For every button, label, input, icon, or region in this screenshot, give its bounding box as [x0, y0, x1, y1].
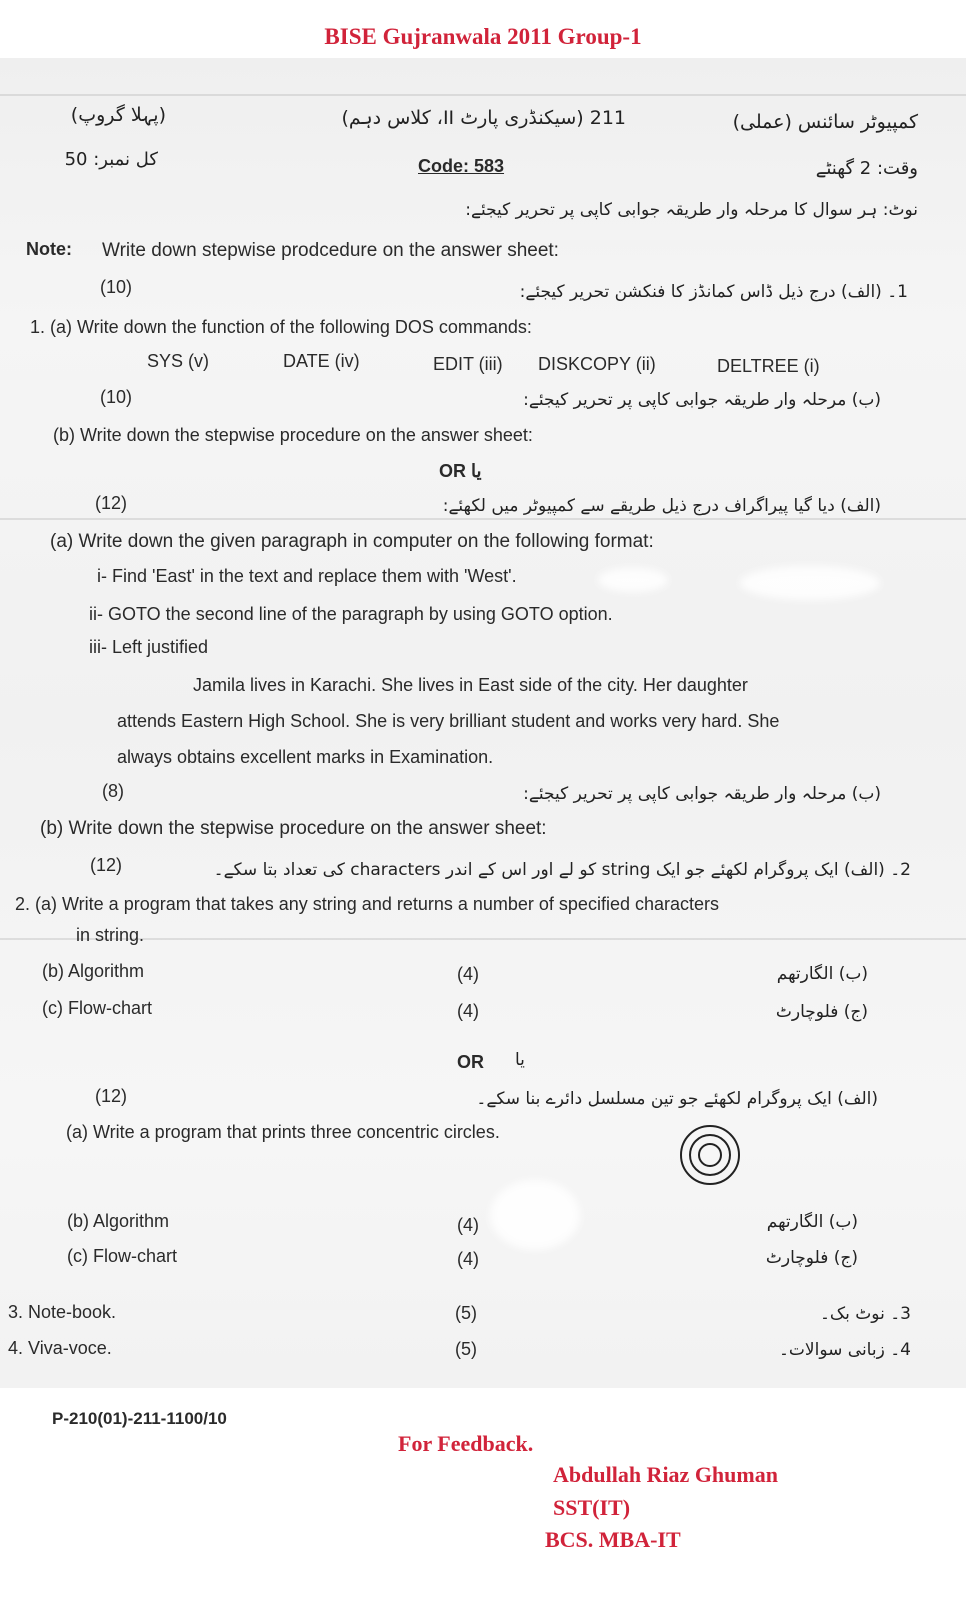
cmd-sys: SYS (v)	[147, 351, 210, 371]
print-code: P-210(01)-211-1100/10	[52, 1409, 227, 1428]
or-divider-1: OR یا	[439, 461, 482, 481]
feedback-label: For Feedback.	[398, 1431, 534, 1456]
q2a-text-2: in string.	[76, 925, 145, 945]
note-text: Write down stepwise prodcedure on the answer sheet:	[102, 240, 559, 261]
q1c-marks: (12)	[95, 493, 128, 513]
cmd-edit: EDIT (iii)	[433, 354, 503, 374]
q3-text: 3. Note-book.	[8, 1302, 117, 1322]
step-2: ii- GOTO the second line of the paragraph by using GOTO option.	[89, 604, 613, 624]
q2b-flowchart: (c) Flow-chart	[67, 1246, 178, 1266]
subject-urdu: کمپیوٹر سائنس (عملی)	[732, 111, 918, 133]
q2b-marks: (12)	[95, 1086, 128, 1106]
smudge-mark	[598, 568, 668, 592]
q2b-flowchart-marks: (4)	[457, 1249, 479, 1269]
paragraph-line-1: Jamila lives in Karachi. She lives in East side of the city. Her daughter	[193, 675, 748, 695]
q1d-marks: (8)	[102, 781, 124, 801]
or-divider-2-urdu: یا	[515, 1050, 525, 1070]
note-label: Note:	[26, 239, 72, 259]
q2b-algorithm-urdu: (ب) الگارتھم	[766, 1212, 858, 1232]
q1a-marks: (10)	[100, 277, 133, 297]
q4-urdu: 4۔ زبانی سوالات۔	[778, 1340, 911, 1360]
q2-algorithm-urdu: (ب) الگارتھم	[776, 964, 868, 984]
q4-text: 4. Viva-voce.	[8, 1338, 112, 1358]
q1b-marks: (10)	[100, 387, 133, 407]
q2a-marks: (12)	[90, 855, 123, 875]
author-title-2: BCS. MBA-IT	[545, 1527, 681, 1552]
time-urdu: وقت: 2 گھنٹے	[815, 158, 918, 179]
q2b-algorithm-marks: (4)	[457, 1215, 479, 1235]
q1a-urdu: 1۔ (الف) درج ذیل ڈاس کمانڈز کا فنکشن تحریر کیجئے:	[519, 282, 908, 302]
cmd-deltree: DELTREE (i)	[717, 356, 820, 376]
step-1: i- Find 'East' in the text and replace them with 'West'.	[97, 566, 517, 586]
q2-flowchart: (c) Flow-chart	[42, 998, 153, 1018]
author-title-1: SST(IT)	[553, 1495, 631, 1520]
q2-algorithm: (b) Algorithm	[42, 961, 145, 981]
total-marks: کل نمبر: 50	[64, 149, 158, 170]
q2b-text: (a) Write a program that prints three concentric circles.	[66, 1122, 500, 1142]
q1a-text: 1. (a) Write down the function of the following DOS commands:	[30, 317, 532, 337]
q1c-urdu: (الف) دیا گیا پیراگراف درج ذیل طریقے سے کمپیوٹر میں لکھئے:	[442, 496, 881, 516]
q2a-text-1: 2. (a) Write a program that takes any string and returns a number of specified characters	[15, 894, 719, 914]
q1c-text: (a) Write down the given paragraph in computer on the following format:	[50, 531, 654, 552]
paper-code: Code: 583	[418, 156, 505, 176]
q2-flowchart-marks: (4)	[457, 1001, 479, 1021]
smudge-mark	[490, 1180, 580, 1250]
paragraph-line-3: always obtains excellent marks in Examination.	[117, 747, 494, 767]
q1d-text: (b) Write down the stepwise procedure on the answer sheet:	[40, 818, 547, 839]
q3-urdu: 3۔ نوٹ بک۔	[819, 1304, 911, 1324]
q2-algorithm-marks: (4)	[457, 964, 479, 984]
part-urdu: 211 (سیکنڈری پارٹ II، کلاس دہم)	[341, 107, 626, 129]
cmd-date: DATE (iv)	[283, 351, 360, 371]
q2a-urdu: 2۔ (الف) ایک پروگرام لکھئے جو ایک string کو لے اور اس کے اندر characters کی تعداد بتا سکے۔	[213, 860, 911, 880]
or-divider-2: OR	[457, 1052, 484, 1072]
document-title: BISE Gujranwala 2011 Group-1	[324, 24, 642, 49]
q1b-text: (b) Write down the stepwise procedure on the answer sheet:	[53, 425, 533, 445]
group-urdu: (پہلا گروپ)	[70, 104, 166, 126]
smudge-mark	[740, 566, 880, 600]
concentric-circles-figure	[678, 1123, 742, 1187]
q2b-flowchart-urdu: (ج) فلوچارٹ	[765, 1248, 858, 1268]
q1b-urdu: (ب) مرحلہ وار طریقہ جوابی کاپی پر تحریر کیجئے:	[523, 390, 881, 410]
q4-marks: (5)	[455, 1339, 477, 1359]
q2b-urdu: (الف) ایک پروگرام لکھئے جو تین مسلسل دائرے بنا سکے۔	[476, 1089, 878, 1109]
note-urdu: نوٹ: ہر سوال کا مرحلہ وار طریقہ جوابی کاپی پر تحریر کیجئے:	[465, 200, 918, 220]
q1d-urdu: (ب) مرحلہ وار طریقہ جوابی کاپی پر تحریر کیجئے:	[523, 784, 881, 804]
author-name: Abdullah Riaz Ghuman	[553, 1462, 778, 1487]
q2-flowchart-urdu: (ج) فلوچارٹ	[775, 1002, 868, 1022]
step-3: iii- Left justified	[89, 637, 209, 657]
q3-marks: (5)	[455, 1303, 477, 1323]
cmd-diskcopy: DISKCOPY (ii)	[538, 354, 656, 374]
q2b-algorithm: (b) Algorithm	[67, 1211, 170, 1231]
paragraph-line-2: attends Eastern High School. She is very brilliant student and works very hard. She	[117, 711, 780, 731]
